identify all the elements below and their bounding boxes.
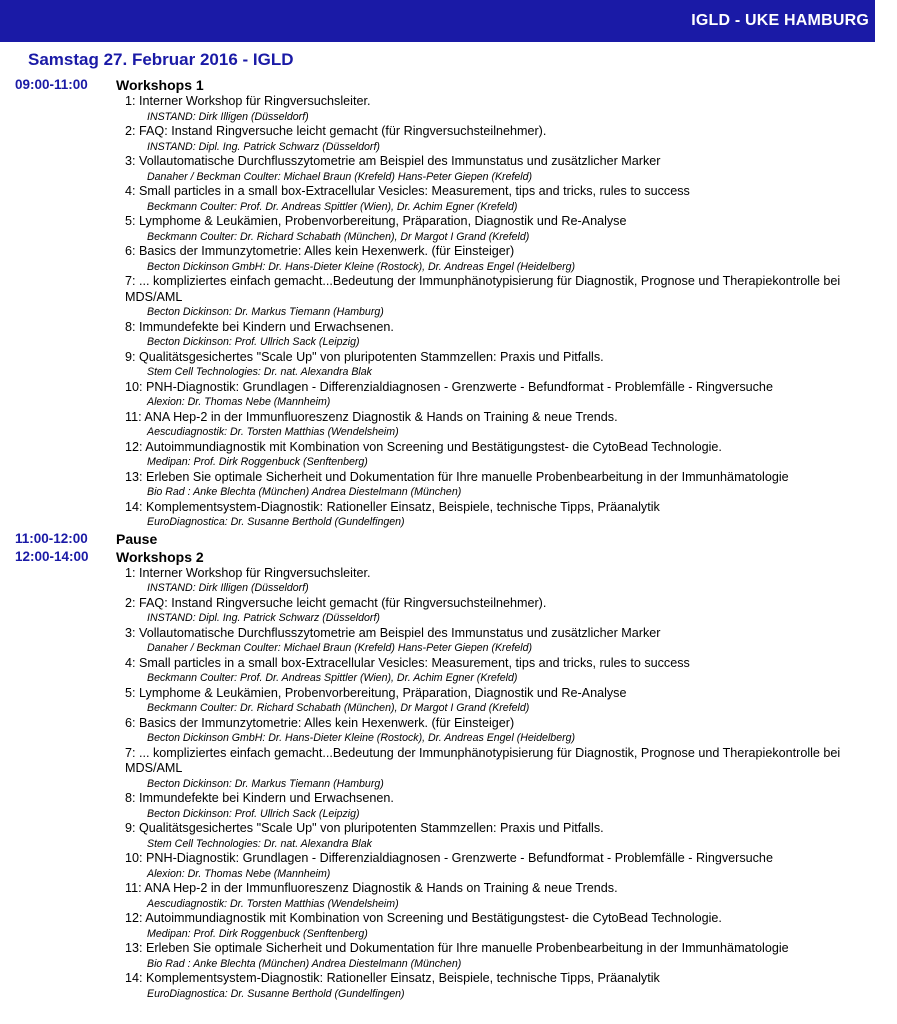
workshop-speakers: Bio Rad : Anke Blechta (München) Andrea Diestelmann (München) — [147, 486, 462, 498]
workshop-item — [125, 911, 877, 941]
workshop-title: 10: PNH-Diagnostik: Grundlagen - Differenzialdiagnosen - Grenzwerte - Befundformat - Problemfälle - Ringversuche — [125, 851, 773, 865]
workshop-speakers: Becton Dickinson GmbH: Dr. Hans-Dieter Kleine (Rostock), Dr. Andreas Engel (Heidelberg) — [147, 260, 576, 273]
workshop-item — [125, 791, 877, 821]
slot-title: Workshops 1 — [116, 77, 204, 93]
workshop-title: 4: Small particles in a small box-Extracellular Vesicles: Measurement, tips and tricks, rules to success — [125, 184, 690, 198]
workshop-title: 3: Vollautomatische Durchflusszytometrie am Beispiel des Immunstatus und zusätzlicher Marker — [125, 154, 661, 168]
workshop-speakers: Alexion: Dr. Thomas Nebe (Mannheim) — [147, 396, 331, 408]
workshop-title: 13: Erleben Sie optimale Sicherheit und Dokumentation für Ihre manuelle Probenbearbeitung in der Immunhämatologie — [125, 941, 789, 955]
workshop-item — [125, 350, 877, 380]
slot-title: Pause — [116, 530, 158, 547]
workshop-item — [125, 881, 877, 911]
workshop-item — [125, 184, 877, 214]
workshop-title: 12: Autoimmundiagnostik mit Kombination von Screening und Bestätigungstest- die CytoBead Technologie. — [125, 439, 722, 454]
workshop-item — [125, 274, 877, 320]
workshop-speakers: EuroDiagnostica: Dr. Susanne Berthold (Gundelfingen) — [147, 987, 405, 1000]
workshop-speakers: INSTAND: Dirk Illigen (Düsseldorf) — [147, 582, 309, 594]
workshop-speakers: Medipan: Prof. Dirk Roggenbuck (Senftenberg) — [147, 927, 368, 940]
workshop-item — [125, 470, 877, 500]
workshop-speakers: Beckmann Coulter: Dr. Richard Schabath (München), Dr Margot I Grand (Krefeld) — [147, 702, 530, 714]
workshop-title: 14: Komplementsystem-Diagnostik: Rationeller Einsatz, Beispiele, technische Tipps, Präanalytik — [125, 499, 660, 514]
workshop-title: 1: Interner Workshop für Ringversuchsleiter. — [125, 565, 371, 580]
time-slot — [0, 530, 897, 548]
workshop-speakers: Danaher / Beckman Coulter: Michael Braun (Krefeld) Hans-Peter Giepen (Krefeld) — [147, 170, 533, 183]
workshop-speakers: Beckmann Coulter: Prof. Dr. Andreas Spittler (Wien), Dr. Achim Egner (Krefeld) — [147, 672, 518, 684]
slot-title: Workshops 2 — [116, 548, 204, 565]
workshop-item — [125, 566, 877, 596]
workshop-title: 12: Autoimmundiagnostik mit Kombination von Screening und Bestätigungstest- die CytoBead Technologie. — [125, 911, 722, 925]
workshop-title: 11: ANA Hep-2 in der Immunfluoreszenz Diagnostik & Hands on Training & neue Trends. — [125, 881, 618, 895]
workshop-item — [125, 124, 877, 154]
workshop-title: 3: Vollautomatische Durchflusszytometrie am Beispiel des Immunstatus und zusätzlicher Marker — [125, 625, 661, 640]
workshop-speakers: Becton Dickinson: Dr. Markus Tiemann (Hamburg) — [147, 777, 384, 790]
workshop-speakers: Alexion: Dr. Thomas Nebe (Mannheim) — [147, 867, 331, 880]
workshop-title: 6: Basics der Immunzytometrie: Alles kein Hexenwerk. (für Einsteiger) — [125, 244, 515, 258]
workshop-item — [125, 596, 877, 626]
workshop-item — [125, 626, 877, 656]
time-slot — [0, 548, 897, 566]
workshop-speakers: INSTAND: Dipl. Ing. Patrick Schwarz (Düsseldorf) — [147, 140, 380, 153]
workshop-item — [125, 440, 877, 470]
workshop-item — [125, 941, 877, 971]
workshop-title: 11: ANA Hep-2 in der Immunfluoreszenz Diagnostik & Hands on Training & neue Trends. — [125, 409, 618, 424]
slot-time: 09:00-11:00 — [15, 77, 88, 92]
workshop-title: 1: Interner Workshop für Ringversuchsleiter. — [125, 94, 371, 108]
workshop-speakers: Aescudiagnostik: Dr. Torsten Matthias (Wendelsheim) — [147, 426, 399, 438]
workshop-item — [125, 410, 877, 440]
workshop-item — [125, 656, 877, 686]
header-title: IGLD - UKE HAMBURG — [691, 12, 869, 29]
workshop-item — [125, 154, 877, 184]
workshop-title: 14: Komplementsystem-Diagnostik: Rationeller Einsatz, Beispiele, technische Tipps, Präanalytik — [125, 971, 660, 985]
workshop-speakers: Aescudiagnostik: Dr. Torsten Matthias (Wendelsheim) — [147, 897, 399, 910]
workshop-title: 9: Qualitätsgesichertes "Scale Up" von pluripotenten Stammzellen: Praxis und Pitfalls. — [125, 349, 604, 364]
workshop-title: 7: ... kompliziertes einfach gemacht...Bedeutung der Immunphänotypisierung für Diagnostik, Prognose und Therapiekontrolle bei MDS/AML — [125, 745, 841, 775]
workshop-title: 10: PNH-Diagnostik: Grundlagen - Differenzialdiagnosen - Grenzwerte - Befundformat - Problemfälle - Ringversuche — [125, 379, 773, 394]
workshop-title: 13: Erleben Sie optimale Sicherheit und Dokumentation für Ihre manuelle Probenbearbeitung in der Immunhämatologie — [125, 469, 789, 484]
header-bar — [0, 0, 875, 42]
workshop-speakers: Bio Rad : Anke Blechta (München) Andrea Diestelmann (München) — [147, 957, 462, 970]
workshop-item — [125, 716, 877, 746]
workshop-speakers: EuroDiagnostica: Dr. Susanne Berthold (Gundelfingen) — [147, 516, 405, 528]
workshop-speakers: Becton Dickinson GmbH: Dr. Hans-Dieter Kleine (Rostock), Dr. Andreas Engel (Heidelberg) — [147, 732, 576, 744]
workshop-item — [125, 686, 877, 716]
workshop-speakers: Beckmann Coulter: Prof. Dr. Andreas Spittler (Wien), Dr. Achim Egner (Krefeld) — [147, 200, 518, 213]
workshop-title: 4: Small particles in a small box-Extracellular Vesicles: Measurement, tips and tricks, rules to success — [125, 655, 690, 670]
workshop-item — [125, 971, 877, 1001]
workshop-title: 9: Qualitätsgesichertes "Scale Up" von pluripotenten Stammzellen: Praxis und Pitfalls. — [125, 821, 604, 835]
workshop-item — [125, 94, 877, 124]
schedule — [0, 76, 897, 1001]
workshop-speakers: Medipan: Prof. Dirk Roggenbuck (Senftenberg) — [147, 456, 368, 468]
workshop-title: 5: Lymphome & Leukämien, Probenvorbereitung, Präparation, Diagnostik und Re-Analyse — [125, 685, 627, 700]
date-heading: Samstag 27. Februar 2016 - IGLD — [28, 50, 294, 69]
workshop-speakers: INSTAND: Dirk Illigen (Düsseldorf) — [147, 110, 309, 123]
workshop-speakers: Danaher / Beckman Coulter: Michael Braun (Krefeld) Hans-Peter Giepen (Krefeld) — [147, 642, 533, 654]
workshop-title: 5: Lymphome & Leukämien, Probenvorbereitung, Präparation, Diagnostik und Re-Analyse — [125, 214, 627, 228]
workshop-speakers: Becton Dickinson: Prof. Ullrich Sack (Leipzig) — [147, 807, 360, 820]
workshop-speakers: Becton Dickinson: Dr. Markus Tiemann (Hamburg) — [147, 306, 384, 318]
workshop-title: 8: Immundefekte bei Kindern und Erwachsenen. — [125, 791, 394, 805]
workshop-item — [125, 320, 877, 350]
workshop-speakers: Stem Cell Technologies: Dr. nat. Alexandra Blak — [147, 366, 372, 378]
workshop-title: 6: Basics der Immunzytometrie: Alles kein Hexenwerk. (für Einsteiger) — [125, 715, 515, 730]
workshop-item — [125, 851, 877, 881]
workshop-title: 2: FAQ: Instand Ringversuche leicht gemacht (für Ringversuchsteilnehmer). — [125, 124, 547, 138]
workshop-item — [125, 746, 877, 792]
time-slot — [0, 76, 897, 94]
workshop-item — [125, 500, 877, 530]
workshop-speakers: Stem Cell Technologies: Dr. nat. Alexandra Blak — [147, 837, 372, 850]
workshop-title: 8: Immundefekte bei Kindern und Erwachsenen. — [125, 319, 394, 334]
workshop-speakers: INSTAND: Dipl. Ing. Patrick Schwarz (Düsseldorf) — [147, 612, 380, 624]
slot-time: 11:00-12:00 — [15, 530, 88, 546]
workshop-item — [125, 380, 877, 410]
workshop-speakers: Beckmann Coulter: Dr. Richard Schabath (München), Dr Margot I Grand (Krefeld) — [147, 230, 530, 243]
workshop-item — [125, 244, 877, 274]
workshop-item — [125, 821, 877, 851]
workshop-title: 7: ... kompliziertes einfach gemacht...Bedeutung der Immunphänotypisierung für Diagnostik, Prognose und Therapiekontrolle bei MDS/AML — [125, 274, 841, 304]
workshop-speakers: Becton Dickinson: Prof. Ullrich Sack (Leipzig) — [147, 336, 360, 348]
workshop-item — [125, 214, 877, 244]
workshop-title: 2: FAQ: Instand Ringversuche leicht gemacht (für Ringversuchsteilnehmer). — [125, 595, 547, 610]
slot-time: 12:00-14:00 — [15, 548, 89, 564]
